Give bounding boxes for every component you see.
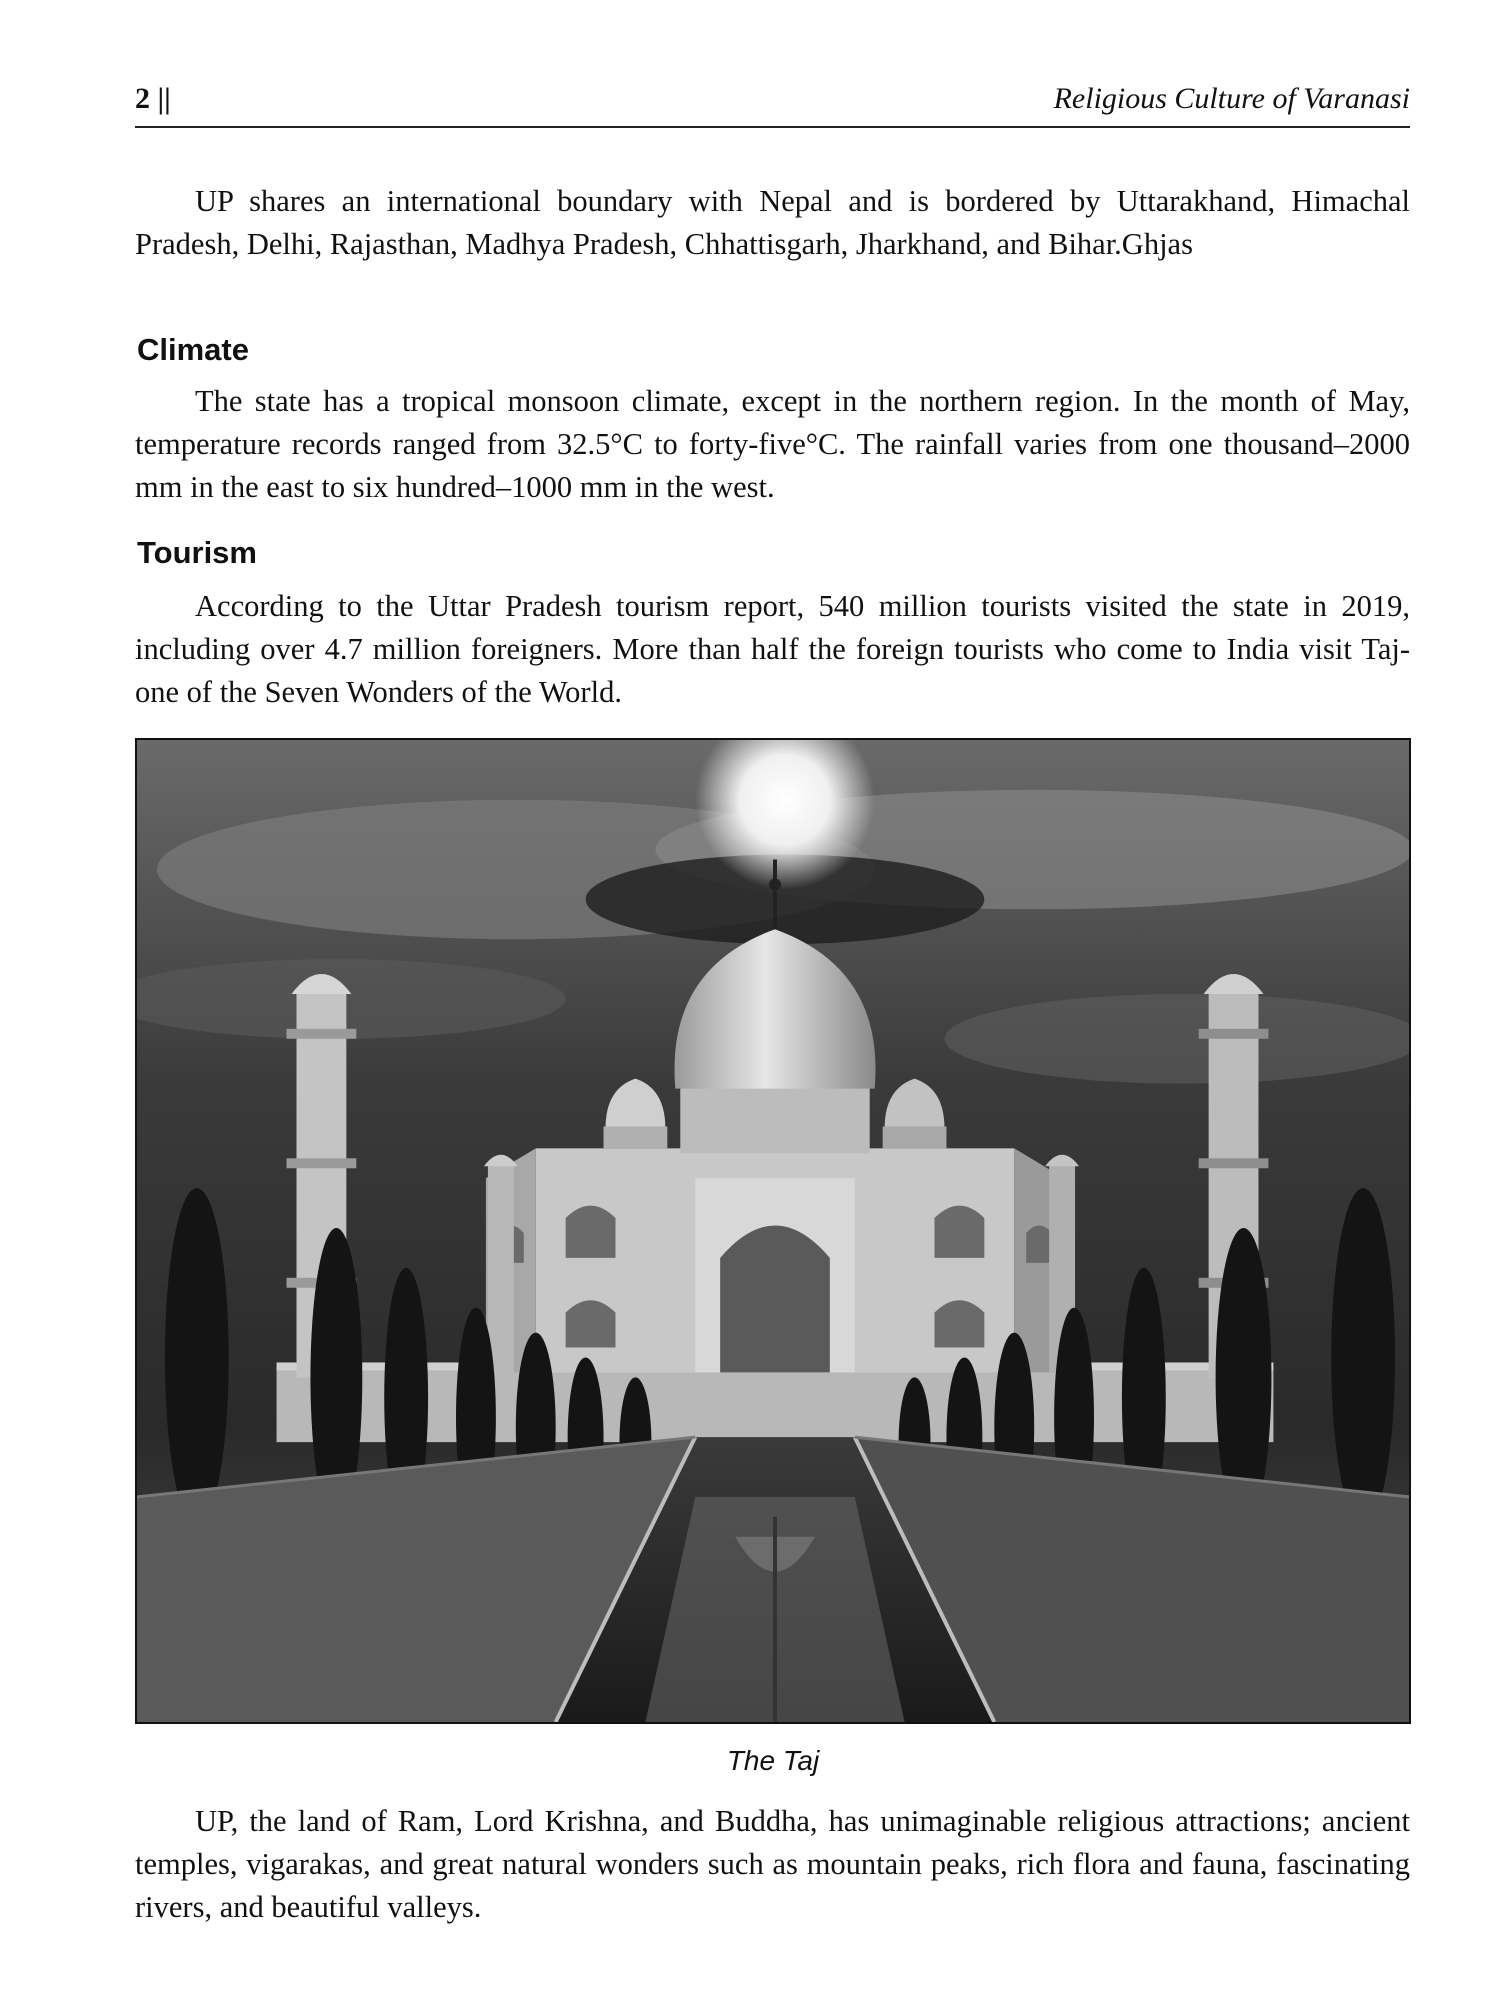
climate-heading: Climate [137,332,249,367]
figure-caption: The Taj [726,1745,820,1776]
intro-paragraph: UP shares an international boundary with Nepal and is bordered by Uttarakhand, Himachal Pradesh, Delhi, Rajasthan, Madhya Pradesh, Chhattisgarh, Jharkhand, and Bihar.Ghjas [135,184,1410,261]
closing-paragraph: UP, the land of Ram, Lord Krishna, and Buddha, has unimaginable religious attractions; ancient temples, vigarakas, and great natural wonders such as mountain peaks, rich flora and fauna, fascinating rivers, and beautiful valleys. [135,1804,1410,1924]
taj-mahal-photo [135,738,1411,1724]
tourism-paragraph: According to the Uttar Pradesh tourism report, 540 million tourists visited the state in 2019, including over 4.7 million foreigners. More than half the foreign tourists who come to India visit Taj-one of the Seven Wonders of the World. [135,589,1410,709]
climate-paragraph: The state has a tropical monsoon climate, except in the northern region. In the month of May, temperature records ranged from 32.5°C to forty-five°C. The rainfall varies from one thousand–2000 mm in the east to six hundred–1000 mm in the west. [135,384,1410,504]
tourism-heading: Tourism [137,535,257,570]
taj-mahal-illustration [137,740,1409,1722]
page-header [135,82,1410,128]
running-title: Religious Culture of Varanasi [1053,82,1410,115]
page-number: 2 || [135,82,171,115]
